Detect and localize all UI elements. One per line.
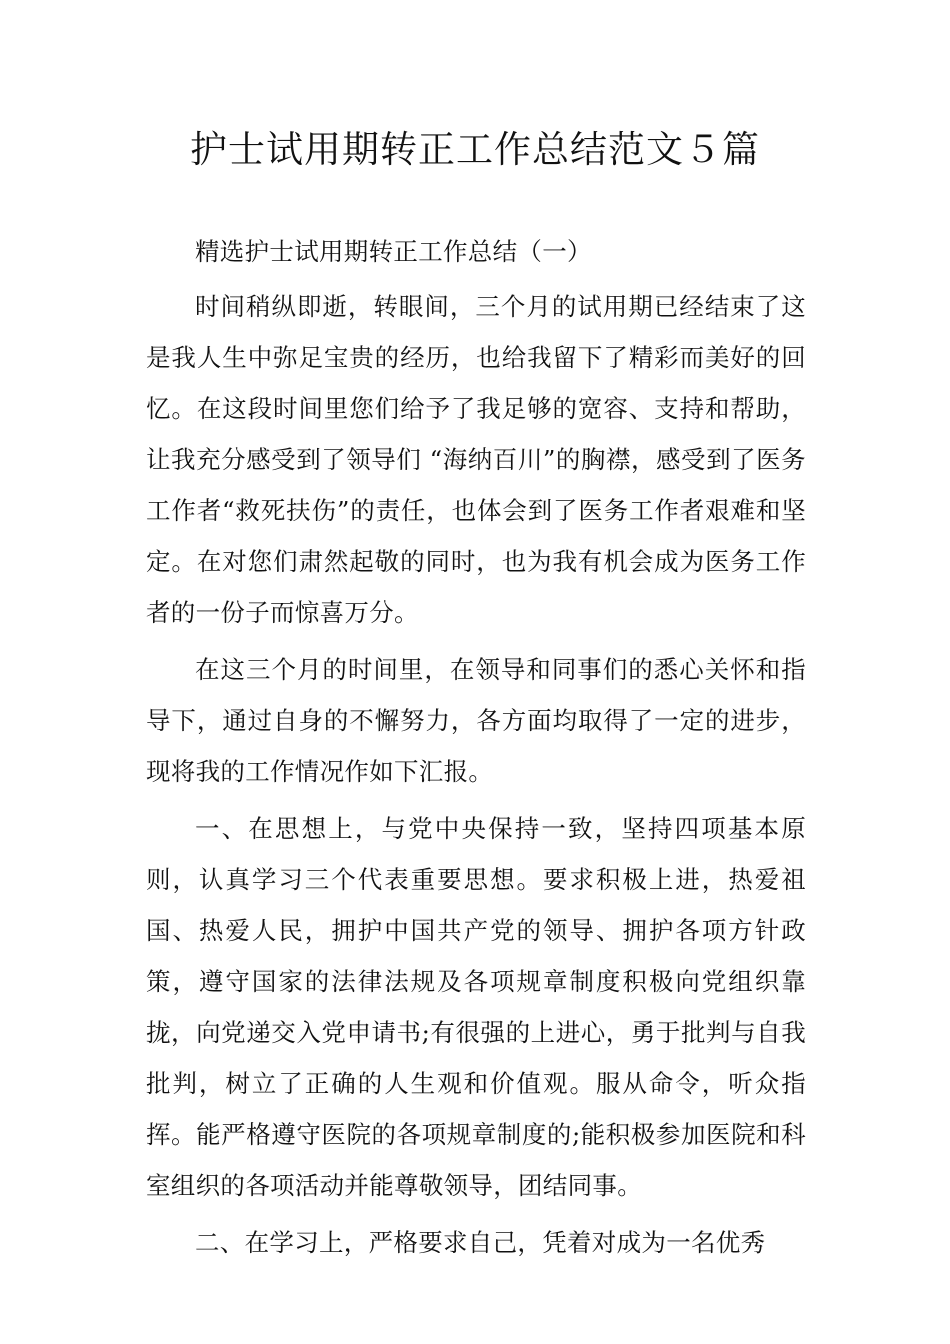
paragraph-ideology: 一、在思想上，与党中央保持一致，坚持四项基本原则，认真学习三个代表重要思想。要求积极上进，热爱祖国、热爱人民，拥护中国共产党的领导、拥护各项方针政策，遵守国家的法律法规及各项规章制度积极向党组织靠拢，向党递交入党申请书;有很强的上进心，勇于批判与自我批判，树立了正确的人生观和价值观。服从命令，听众指挥。能严格遵守医院的各项规章制度的;能积极参加医院和科室组织的各项活动并能尊敬领导，团结同事。 [146, 814, 806, 1200]
paragraph-intro: 时间稍纵即逝，转眼间，三个月的试用期已经结束了这是我人生中弥足宝贵的经历，也给我留下了精彩而美好的回忆。在这段时间里您们给予了我足够的宽容、支持和帮助，让我充分感受到了领导们 “海纳百川”的胸襟，感受到了医务工作者“救死扶伤”的责任，也体会到了医务工作者艰难和坚定。在对您们肃然起敬的同时，也为我有机会成为医务工作者的一份子而惊喜万分。 [146, 292, 806, 627]
document-body [146, 226, 806, 1268]
section-heading: 精选护士试用期转正工作总结（一） [195, 237, 592, 266]
paragraph-study: 二、在学习上，严格要求自己，凭着对成为一名优秀 [195, 1228, 766, 1257]
document-title: 护士试用期转正工作总结范文５篇 [190, 128, 760, 171]
paragraph-progress: 在这三个月的时间里，在领导和同事们的悉心关怀和指导下，通过自身的不懈努力，各方面均取得了一定的进步，现将我的工作情况作如下汇报。 [146, 655, 806, 786]
